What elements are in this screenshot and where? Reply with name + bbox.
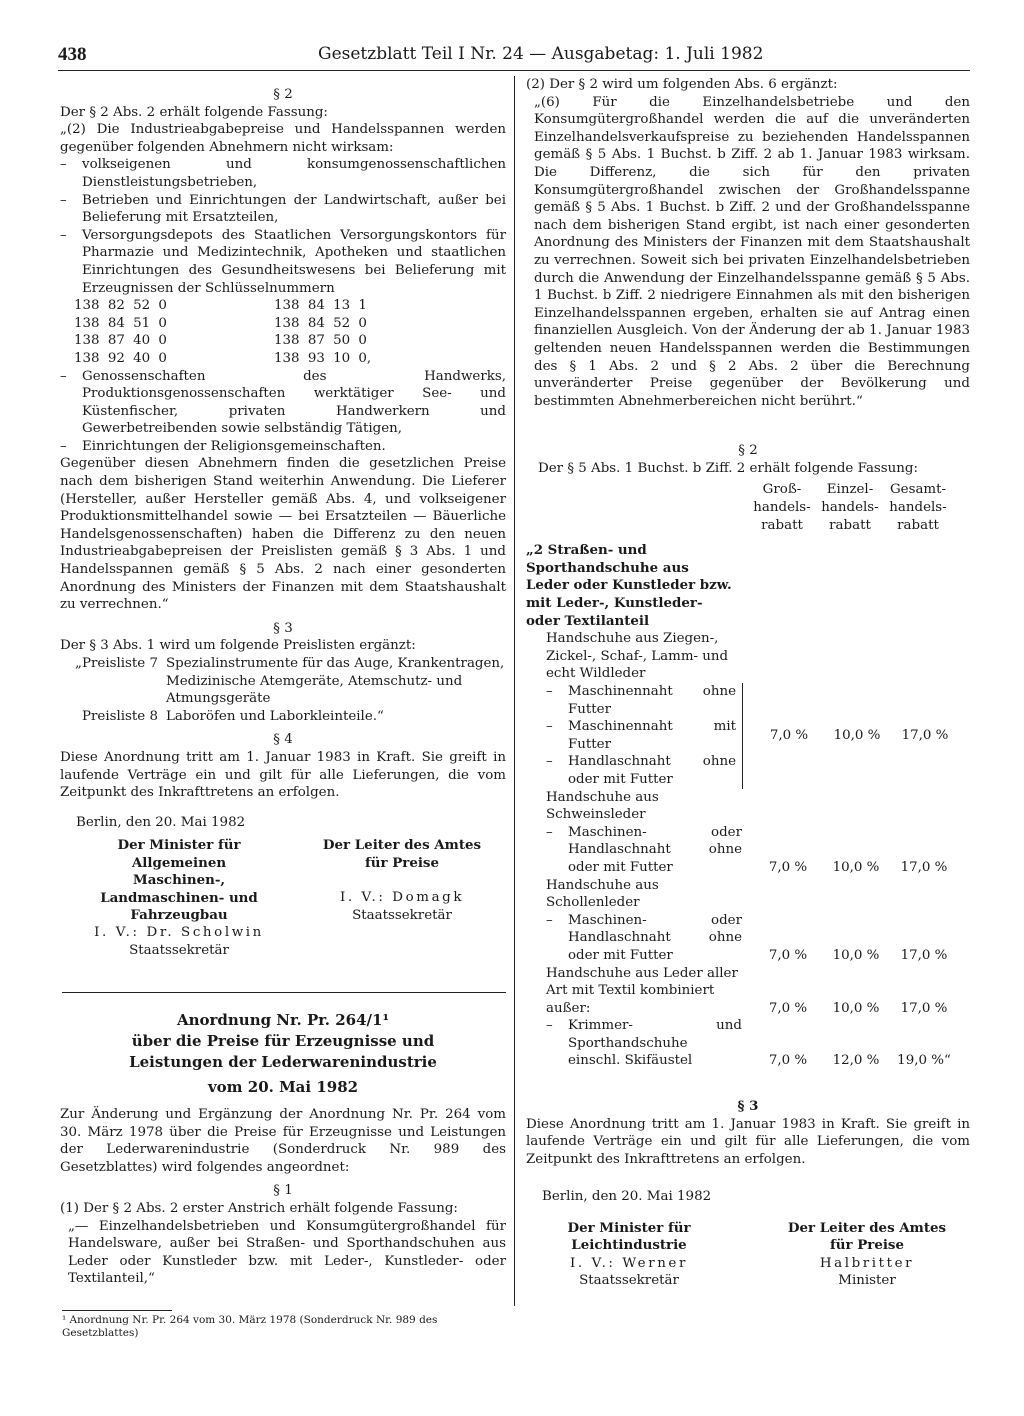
list-item: – volkseigenen und konsumgenossenschaftlichen Dienstleistungsbetrieben,: [60, 157, 506, 190]
signatory-role: Staatssekretär: [579, 1273, 679, 1289]
list-item: – Versorgungsdepots des Staatlichen Versorgungskontors für Pharmazie und Medizintechnik, Apotheken und staatlichen Einrichtungen des Gesundheitswesens bei Belieferung mit Erzeugnissen der Schlüsselnummern: [60, 227, 506, 296]
ordinance-title: Anordnung Nr. Pr. 264/1¹ über die Preise für Erzeugnisse und Leistungen der Lederwarenindustrie vom 20. Mai 1982: [129, 1011, 437, 1096]
table-row: – Krimmer- und Sporthandschuhe einschl. Skifäustel 7,0 % 12,0 % 19,0 %“: [546, 1018, 951, 1069]
page-number: 438: [58, 44, 87, 65]
ordinance-block: [60, 1010, 506, 1288]
signatory-name: I. V.: Werner: [570, 1255, 688, 1271]
paragraph: Gegenüber diesen Abnehmern finden die gesetzlichen Preise nach dem bisherigen Stand weiterhin Anwendung. Die Lieferer (Hersteller, außer Hersteller gemäß Abs. 4, und volkseigener Produktionsmittelhandel sowie — bei Ersatzteilen — Bäuerliche Handelsgenossenschaften) haben die Differenz zu den neuen Industrieabgabepreisen der Preislisten gemäß § 3 Abs. 1 und Handelsspannen gemäß § 5 Abs. 2 nach einer gesonderten Anordnung des Ministers der Finanzen mit dem Staatshaushalt zu verrechnen.“: [60, 456, 506, 613]
section-heading: § 2: [738, 443, 758, 459]
signature-block: [60, 837, 506, 959]
signature-block: [526, 1220, 970, 1290]
price-list-7: „Preisliste 7 Spezialinstrumente für das Auge, Krankentragen, Medizinische Atemgeräte, Atemschutz- und Atmungsgeräte: [75, 656, 505, 707]
list-item: – Betrieben und Einrichtungen der Landwirtschaft, außer bei Belieferung mit Ersatzteilen,: [60, 192, 506, 226]
section-heading: § 3: [737, 1098, 759, 1115]
table-group: Handschuhe aus Schollenleder: [546, 877, 659, 911]
list-item: – Genossenschaften des Handwerks, Produktionsgenossenschaften werktätiger See- und Küstenfischer, privaten Handwerkern und Gewerbetreibenden sowie selbständig Tätigen,: [60, 368, 506, 437]
gazette-title: Gesetzblatt Teil I Nr. 24 — Ausgabetag: 1. Juli 1982: [318, 44, 764, 64]
left-column: [60, 86, 506, 959]
paragraph: Zur Änderung und Ergänzung der Anordnung Nr. Pr. 264 vom 30. März 1978 über die Preise für Erzeugnisse und Leistungen der Lederwarenindustrie (Sonderdruck Nr. 989 des Gesetzblattes) wird folgendes angeordnet:: [60, 1107, 506, 1175]
footnote-rule: [62, 1310, 172, 1311]
section-heading: § 3: [273, 620, 293, 636]
paragraph: Der § 3 Abs. 1 wird um folgende Preislisten ergänzt:: [60, 638, 416, 654]
place-date: Berlin, den 20. Mai 1982: [542, 1189, 712, 1205]
signatory-name: I. V.: Dr. Scholwin: [94, 925, 264, 941]
header-rule: [58, 70, 970, 71]
signatory-role: Minister: [838, 1273, 896, 1289]
signatory-role: Staatssekretär: [129, 942, 229, 958]
section-heading: § 2: [273, 87, 293, 102]
section-heading: § 1: [273, 1183, 293, 1199]
section-heading: § 4: [273, 732, 293, 748]
paragraph: Diese Anordnung tritt am 1. Januar 1983 in Kraft. Sie greift in laufende Verträge ein und gilt für alle Lieferungen, die vom Zeitpunkt des Inkrafttretens an erfolgen.: [60, 749, 506, 801]
signatory-name: Halbritter: [819, 1255, 915, 1271]
key-number-table: 138 82 52 0 138 84 13 1 138 84 51 0 138 84 52 0 138 87 40 0 138 87 50 0 138 92 40 0 138 93 10 0,: [74, 298, 372, 366]
paragraph: „— Einzelhandelsbetrieben und Konsumgütergroßhandel für Handelsware, außer bei Straßen- und Sporthandschuhen aus Leder oder Kunstleder bzw. mit Leder-, Kunstleder- oder Textilanteil,“: [68, 1218, 506, 1287]
table-row: Handschuhe aus Leder aller Art mit Textil kombiniert außer: 7,0 % 10,0 % 17,0 %: [546, 965, 948, 1016]
signatory-name: I. V.: Domagk: [339, 890, 465, 906]
signatory-title: Der Minister für Allgemeinen Maschinen-, Landmaschinen- und Fahrzeugbau: [100, 837, 258, 923]
price-list-8: Preisliste 8 Laboröfen und Laborkleinteile.“: [81, 708, 384, 724]
signatory-title: Der Leiter des Amtes für Preise: [322, 837, 482, 871]
signatory-title: Der Leiter des Amtes für Preise: [787, 1220, 947, 1254]
table-group: Handschuhe aus Ziegen-, Zickel-, Schaf-, Lamm- und echt Wildleder: [546, 631, 729, 682]
signatory-title: Der Minister für Leichtindustrie: [567, 1220, 691, 1254]
paragraph: „(2) Die Industrieabgabepreise und Handelsspannen werden gegenüber folgenden Abnehmern nicht wirksam:: [60, 122, 506, 155]
table-row: – Maschinennaht ohne Futter – Maschinennaht mit Futter – Handlaschnaht ohne oder mit Futter 7,0 % 10,0 % 17,0 %: [546, 684, 949, 787]
table-item-heading: „2 Straßen- und Sporthandschuhe aus Leder oder Kunstleder bzw. mit Leder-, Kunstleder- oder Textilanteil: [526, 542, 732, 629]
footnote: ¹ Anordnung Nr. Pr. 264 vom 30. März 1978 (Sonderdruck Nr. 989 des Gesetzblattes): [62, 1314, 438, 1339]
table-group: Handschuhe aus Schweinsleder: [546, 789, 659, 823]
paragraph: (2) Der § 2 wird um folgenden Abs. 6 ergänzt:: [526, 77, 838, 92]
paragraph: Der § 2 Abs. 2 erhält folgende Fassung:: [60, 104, 328, 120]
table-row: – Maschinen- oder Handlaschnaht ohne oder mit Futter 7,0 % 10,0 % 17,0 %: [546, 824, 948, 875]
section-rule: [62, 992, 506, 993]
list-item: – Einrichtungen der Religionsgemeinschaften.: [60, 438, 386, 454]
paragraph: (1) Der § 2 Abs. 2 erster Anstrich erhält folgende Fassung:: [60, 1200, 458, 1216]
table-row: – Maschinen- oder Handlaschnaht ohne oder mit Futter 7,0 % 10,0 % 17,0 %: [546, 912, 948, 963]
column-divider: [514, 76, 515, 1306]
signatory-role: Staatssekretär: [352, 907, 452, 923]
paragraph: Der § 5 Abs. 1 Buchst. b Ziff. 2 erhält folgende Fassung:: [538, 460, 919, 476]
rate-table-header: Groß- handels- rabatt Einzel- handels- rabatt Gesamt- handels- rabatt: [753, 482, 947, 533]
paragraph: Diese Anordnung tritt am 1. Januar 1983 in Kraft. Sie greift in laufende Verträge ein und gilt für alle Lieferungen, die vom Zeitpunkt des Inkrafttretens an erfolgen.: [526, 1116, 970, 1167]
paragraph: „(6) Für die Einzelhandelsbetriebe und den Konsumgütergroßhandel werden die auf die unveränderten Einzelhandelsverkaufspreise zu beziehenden Handelsspannen gemäß § 5 Abs. 1 Buchst. b Ziff. 2 ab 1. Januar 1983 wirksam. Die Differenz, die sich für den privaten Konsumgütergroßhandel zwischen der Großhandelsspanne gemäß § 5 Abs. 1 Buchst. b Ziff. 2 und der Großhandelsspanne nach dem bisherigen Stand ergibt, ist nach einer gesonderten Anordnung des Ministers der Finanzen mit dem Staatshaushalt zu verrechnen. Soweit sich bei privaten Einzelhandelsbetrieben durch die Anwendung der Einzelhandelsspanne gemäß § 5 Abs. 1 Buchst. b Ziff. 2 niedrigere Einnahmen als mit den bisherigen Einzelhandelsspannen ergeben, erhalten sie auf Antrag einen finanziellen Ausgleich. Von der Änderung der ab 1. Januar 1983 geltenden neuen Handelsspannen werden die Bestimmungen des § 1 Abs. 2 und § 2 Abs. 2 über die Berechnung unveränderter Preise gegenüber der Bevölkerung und bestimmten Abnehmerbereichen nicht berührt.“: [534, 94, 970, 409]
place-date: Berlin, den 20. Mai 1982: [76, 814, 246, 830]
right-column: [526, 76, 970, 1290]
page-header: [58, 44, 958, 66]
